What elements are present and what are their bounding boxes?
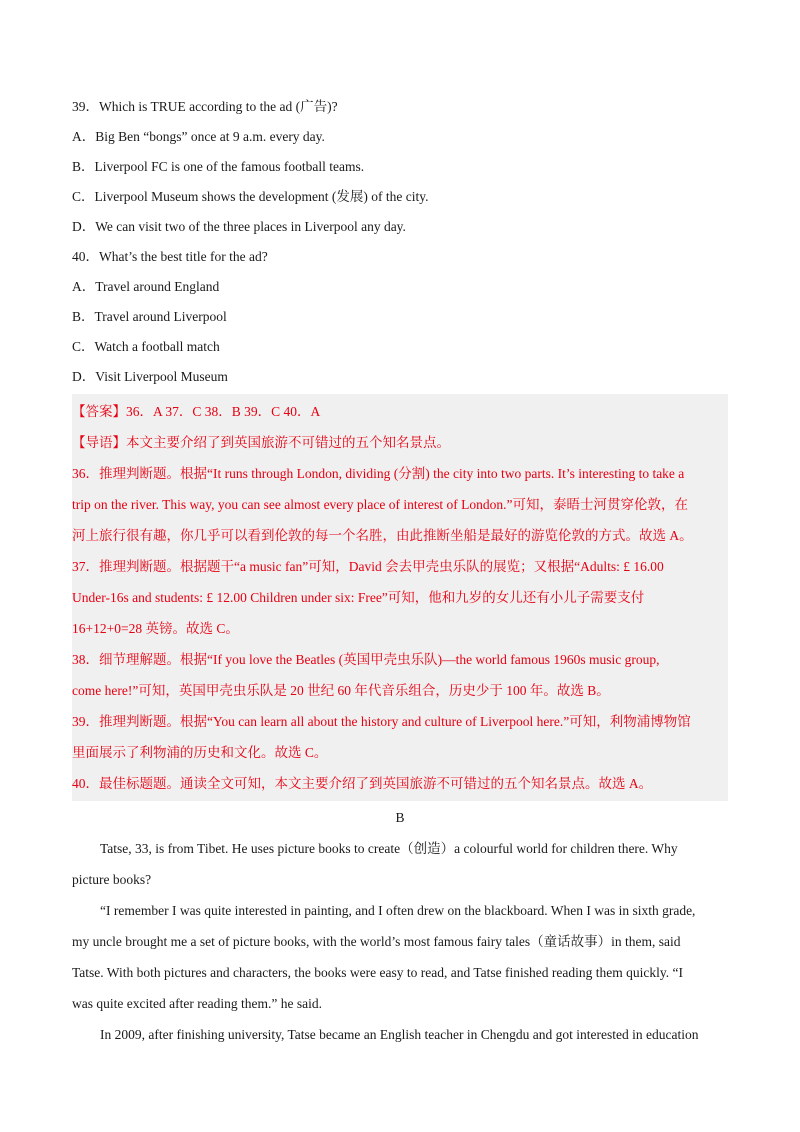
answer-explanation-box xyxy=(72,394,728,801)
passage-paragraph xyxy=(72,1019,728,1050)
passage-paragraph xyxy=(72,895,728,1019)
passage-line: was quite excited after reading them.” he said. xyxy=(72,996,323,1011)
option-39-d: D．We can visit two of the three places in Liverpool any day. xyxy=(72,219,406,234)
option-40-b: B．Travel around Liverpool xyxy=(72,309,227,324)
question-39: 39．Which is TRUE according to the ad (广告)? xyxy=(72,99,338,114)
option-40-d: D．Visit Liverpool Museum xyxy=(72,369,228,384)
option-40-c: C．Watch a football match xyxy=(72,339,220,354)
answer-key: 【答案】36．A 37．C 38．B 39．C 40．A xyxy=(72,404,321,419)
explanation-37-line-1: 37．推理判断题。根据题干“a music fan”可知，David 会去甲壳虫乐队的展览；又根据“Adults: £ 16.00 xyxy=(72,559,664,574)
option-39-b: B．Liverpool FC is one of the famous football teams. xyxy=(72,159,365,174)
passage-line: picture books? xyxy=(72,872,152,887)
explanation-40-line-1: 40．最佳标题题。通读全文可知，本文主要介绍了到英国旅游不可错过的五个知名景点。故选 A。 xyxy=(72,776,653,791)
option-39-a: A．Big Ben “bongs” once at 9 a.m. every day. xyxy=(72,129,325,144)
explanation-37-line-3: 16+12+0=28 英镑。故选 C。 xyxy=(72,621,239,636)
passage-line: Tatse, 33, is from Tibet. He uses picture books to create（创造）a colourful world for children there. Why xyxy=(100,841,678,856)
explanation-38-line-2: come here!”可知，英国甲壳虫乐队是 20 世纪 60 年代音乐组合，历史少于 100 年。故选 B。 xyxy=(72,683,610,698)
guide-summary: 【导语】本文主要介绍了到英国旅游不可错过的五个知名景点。 xyxy=(72,435,450,450)
passage-line: my uncle brought me a set of picture books, with the world’s most famous fairy tales（童话故事）in them, said xyxy=(72,934,681,949)
explanation-39-line-2: 里面展示了利物浦的历史和文化。故选 C。 xyxy=(72,745,328,760)
passage-paragraph xyxy=(72,833,728,895)
explanation-39-line-1: 39．推理判断题。根据“You can learn all about the history and culture of Liverpool here.”可知，利物浦博物馆 xyxy=(72,714,691,729)
section-heading: B xyxy=(395,810,405,825)
option-40-a: A．Travel around England xyxy=(72,279,220,294)
option-39-c: C．Liverpool Museum shows the development (发展) of the city. xyxy=(72,189,429,204)
document-page xyxy=(72,92,728,1050)
explanation-37-line-2: Under-16s and students: £ 12.00 Children under six: Free”可知，他和九岁的女儿还有小儿子需要支付 xyxy=(72,590,645,605)
explanation-36-line-1: 36．推理判断题。根据“It runs through London, dividing (分割) the city into two parts. It’s interesting to take a xyxy=(72,466,685,481)
passage-line: In 2009, after finishing university, Tatse became an English teacher in Chengdu and got interested in education xyxy=(100,1027,699,1042)
question-list xyxy=(72,92,728,392)
explanation-38-line-1: 38．细节理解题。根据“If you love the Beatles (英国甲壳虫乐队)—the world famous 1960s music group, xyxy=(72,652,660,667)
explanation-36-line-3: 河上旅行很有趣，你几乎可以看到伦敦的每一个名胜，由此推断坐船是最好的游览伦敦的方式。故选 A。 xyxy=(72,528,693,543)
passage-line: Tatse. With both pictures and characters, the books were easy to read, and Tatse finished reading them quickly. “I xyxy=(72,965,683,980)
explanation-36-line-2: trip on the river. This way, you can see almost every place of interest of London.”可知，泰晤士河贯穿伦敦，在 xyxy=(72,497,688,512)
question-40: 40．What’s the best title for the ad? xyxy=(72,249,268,264)
passage-line: “I remember I was quite interested in painting, and I often drew on the blackboard. When I was in sixth grade, xyxy=(100,903,696,918)
